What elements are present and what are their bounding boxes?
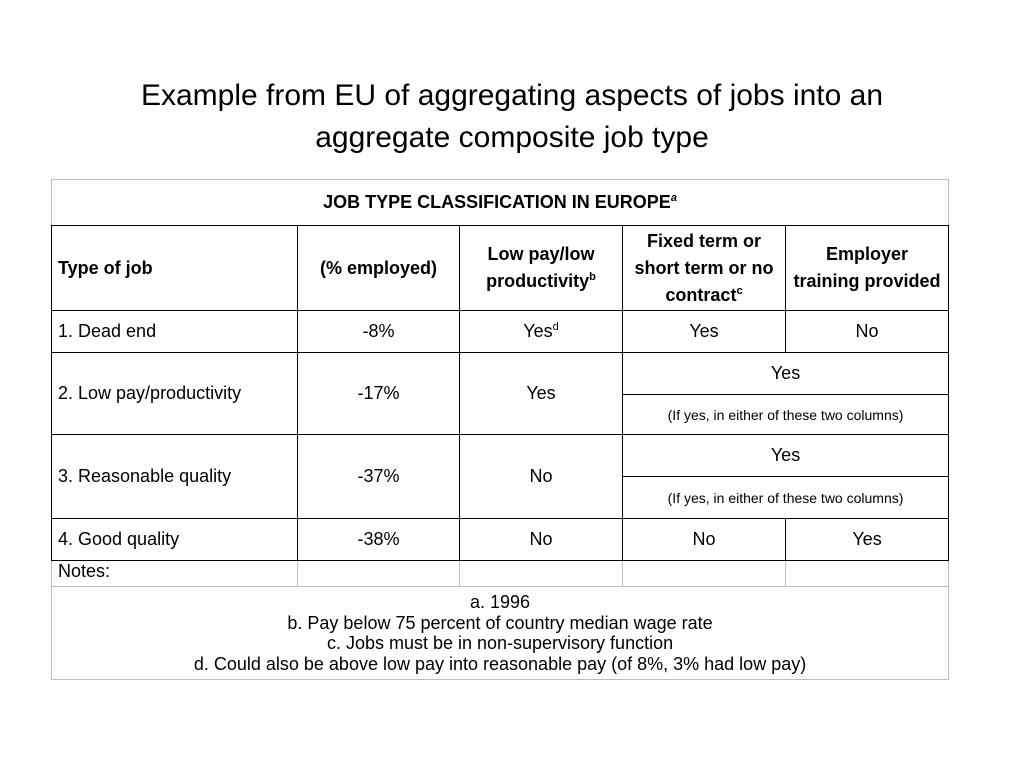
footnote-a: a. 1996	[469, 592, 531, 612]
row-3-type: 3. Reasonable quality	[52, 435, 298, 519]
table-row	[52, 435, 949, 477]
footnotes-row	[52, 587, 949, 680]
footnotes	[52, 587, 949, 680]
row-1-low-pay: Yes$^d$	[460, 311, 623, 353]
row-4-low-pay: No	[460, 519, 623, 561]
row-2-merged-note: (If yes, in either of these two columns)	[623, 395, 949, 435]
row-3-merged-value: Yes	[623, 435, 949, 477]
row-2-employed: -17%	[298, 353, 460, 435]
header-employer-training: Employer training provided	[786, 226, 949, 311]
row-1-footnote-marker: d	[552, 321, 559, 333]
row-3-employed: -37%	[298, 435, 460, 519]
footnote-d: d. Could also be above low pay into reasonable pay (of 8%, 3% had low pay)	[193, 653, 807, 674]
notes-row	[52, 561, 949, 587]
table-row	[52, 519, 949, 561]
table-caption-row	[52, 180, 949, 226]
job-type-table	[51, 179, 949, 680]
row-1-employer-training: No	[786, 311, 949, 353]
header-type-of-job: Type of job	[52, 226, 298, 311]
slide-title	[40, 75, 984, 159]
row-2-merged-value: Yes	[623, 353, 949, 395]
low-pay-footnote-marker: b	[589, 271, 596, 283]
table-header-row	[52, 226, 949, 311]
row-1-type: 1. Dead end	[52, 311, 298, 353]
row-4-employed: -38%	[298, 519, 460, 561]
fixed-term-footnote-marker: c	[736, 284, 743, 297]
notes-empty-cell	[786, 561, 949, 587]
footnote-b: b. Pay below 75 percent of country median wage rate	[287, 612, 713, 633]
table-caption: JOB TYPE CLASSIFICATION IN EUROPE$^a$	[52, 180, 949, 226]
row-4-employer-training: Yes	[786, 519, 949, 561]
row-4-fixed-term: No	[623, 519, 786, 561]
header-low-pay: Low pay/low productivity$^b$	[460, 226, 623, 311]
table-row	[52, 353, 949, 395]
caption-footnote-marker: a	[670, 192, 677, 204]
row-1-employed: -8%	[298, 311, 460, 353]
footnote-c: c. Jobs must be in non-supervisory function	[326, 633, 674, 653]
row-2-low-pay: Yes	[460, 353, 623, 435]
row-3-low-pay: No	[460, 435, 623, 519]
header-percent-employed: (% employed)	[298, 226, 460, 311]
notes-label: Notes:	[52, 561, 298, 587]
table-row	[52, 311, 949, 353]
row-1-fixed-term: Yes	[623, 311, 786, 353]
slide-title-line-2: aggregate composite job type	[315, 121, 709, 155]
slide-title-line-1: Example from EU of aggregating aspects of jobs into an	[140, 79, 884, 113]
notes-empty-cell	[460, 561, 623, 587]
notes-empty-cell	[298, 561, 460, 587]
row-2-type: 2. Low pay/productivity	[52, 353, 298, 435]
row-3-merged-note: (If yes, in either of these two columns)	[623, 477, 949, 519]
row-4-type: 4. Good quality	[52, 519, 298, 561]
header-fixed-term: Fixed term or short term or no contract$^c$	[623, 226, 786, 311]
notes-empty-cell	[623, 561, 786, 587]
